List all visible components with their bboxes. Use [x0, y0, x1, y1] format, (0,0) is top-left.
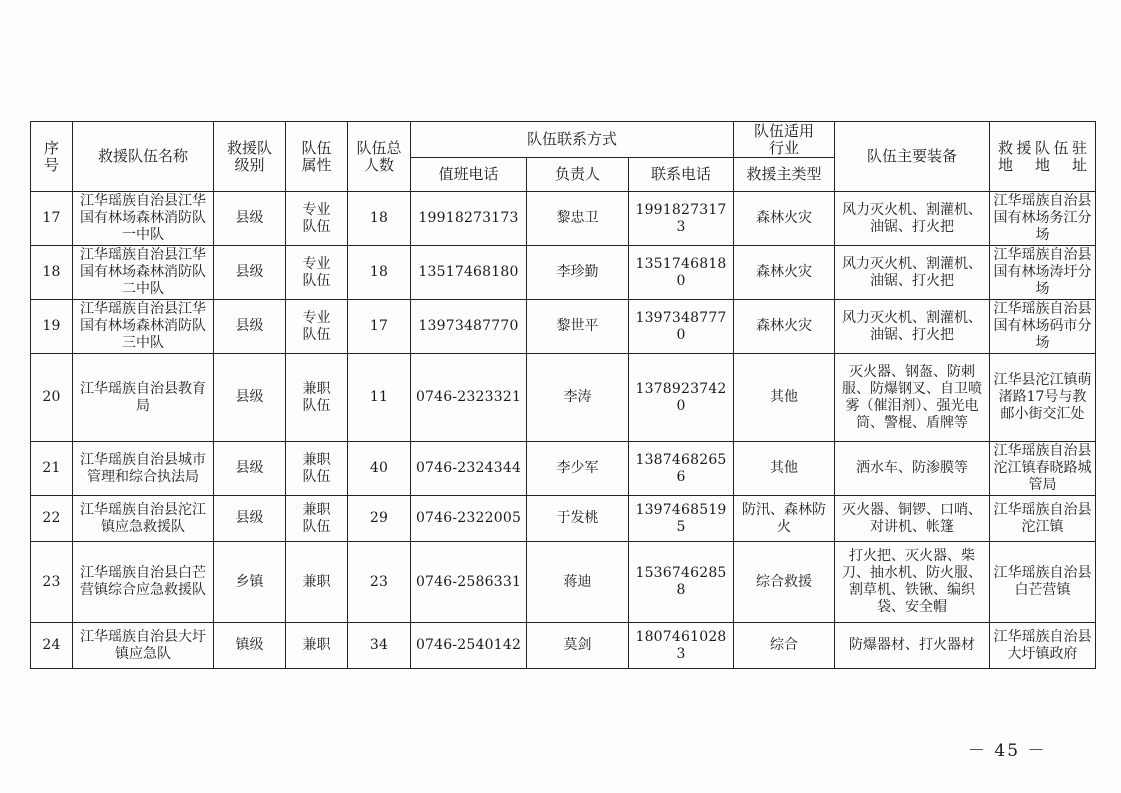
cell-level: 县级 [214, 442, 286, 496]
cell-contact-phone: 13874682656 [629, 442, 734, 496]
header-industry: 队伍适用行业 [734, 122, 835, 158]
cell-seq: 17 [31, 192, 73, 246]
cell-address: 江华瑶族自治县白芒营镇 [990, 542, 1096, 623]
cell-total: 17 [348, 300, 411, 354]
cell-leader: 李少军 [527, 442, 629, 496]
cell-duty-phone: 13973487770 [411, 300, 527, 354]
cell-attribute: 兼职队伍 [286, 442, 348, 496]
cell-contact-phone: 19918273173 [629, 192, 734, 246]
cell-total: 11 [348, 354, 411, 442]
cell-total: 23 [348, 542, 411, 623]
header-leader: 负责人 [527, 158, 629, 192]
cell-contact-phone: 13974685195 [629, 496, 734, 542]
cell-attribute: 兼职 [286, 623, 348, 669]
cell-contact-phone: 15367462858 [629, 542, 734, 623]
cell-attribute: 兼职队伍 [286, 354, 348, 442]
cell-rescue-type: 森林火灾 [734, 246, 835, 300]
cell-seq: 21 [31, 442, 73, 496]
cell-rescue-type: 其他 [734, 442, 835, 496]
cell-team-name: 江华瑶族自治县江华国有林场森林消防队一中队 [73, 192, 214, 246]
cell-seq: 24 [31, 623, 73, 669]
cell-team-name: 江华瑶族自治县沱江镇应急救援队 [73, 496, 214, 542]
rescue-team-table [30, 121, 1096, 669]
cell-total: 18 [348, 192, 411, 246]
cell-attribute: 专业队伍 [286, 246, 348, 300]
cell-rescue-type: 综合 [734, 623, 835, 669]
cell-seq: 19 [31, 300, 73, 354]
cell-level: 乡镇 [214, 542, 286, 623]
cell-duty-phone: 13517468180 [411, 246, 527, 300]
cell-level: 县级 [214, 354, 286, 442]
cell-address: 江华县沱江镇萌渚路17号与教邮小街交汇处 [990, 354, 1096, 442]
table-row [31, 442, 1096, 496]
cell-equipment: 风力灭火机、割灌机、油锯、打火把 [835, 300, 990, 354]
cell-leader: 李涛 [527, 354, 629, 442]
cell-equipment: 打火把、灭火器、柴刀、抽水机、防火服、割草机、铁锹、编织袋、安全帽 [835, 542, 990, 623]
cell-attribute: 兼职 [286, 542, 348, 623]
header-equipment: 队伍主要装备 [835, 122, 990, 192]
header-row-top [31, 122, 1096, 158]
header-rescue-type: 救援主类型 [734, 158, 835, 192]
cell-leader: 蒋迪 [527, 542, 629, 623]
header-address: 救援队伍驻地地址 [990, 122, 1096, 192]
cell-level: 县级 [214, 192, 286, 246]
cell-level: 县级 [214, 300, 286, 354]
cell-rescue-type: 综合救援 [734, 542, 835, 623]
cell-duty-phone: 0746-2324344 [411, 442, 527, 496]
cell-team-name: 江华瑶族自治县城市管理和综合执法局 [73, 442, 214, 496]
cell-equipment: 风力灭火机、割灌机、油锯、打火把 [835, 192, 990, 246]
cell-contact-phone: 13973487770 [629, 300, 734, 354]
cell-team-name: 江华瑶族自治县大圩镇应急队 [73, 623, 214, 669]
table-body [31, 192, 1096, 669]
cell-address: 江华瑶族自治县沱江镇 [990, 496, 1096, 542]
cell-equipment: 风力灭火机、割灌机、油锯、打火把 [835, 246, 990, 300]
table-row [31, 354, 1096, 442]
cell-seq: 23 [31, 542, 73, 623]
cell-team-name: 江华瑶族自治县白芒营镇综合应急救援队 [73, 542, 214, 623]
cell-address: 江华瑶族自治县国有林场涛圩分场 [990, 246, 1096, 300]
cell-level: 镇级 [214, 623, 286, 669]
table-row [31, 246, 1096, 300]
cell-leader: 于发桃 [527, 496, 629, 542]
cell-leader: 黎世平 [527, 300, 629, 354]
cell-level: 县级 [214, 246, 286, 300]
cell-duty-phone: 0746-2540142 [411, 623, 527, 669]
cell-leader: 李珍勤 [527, 246, 629, 300]
cell-seq: 18 [31, 246, 73, 300]
cell-address: 江华瑶族自治县大圩镇政府 [990, 623, 1096, 669]
cell-leader: 黎忠卫 [527, 192, 629, 246]
cell-rescue-type: 其他 [734, 354, 835, 442]
header-seq: 序号 [31, 122, 73, 192]
cell-seq: 20 [31, 354, 73, 442]
cell-equipment: 洒水车、防渗膜等 [835, 442, 990, 496]
cell-rescue-type: 森林火灾 [734, 192, 835, 246]
cell-attribute: 专业队伍 [286, 300, 348, 354]
cell-total: 18 [348, 246, 411, 300]
cell-team-name: 江华瑶族自治县教育局 [73, 354, 214, 442]
cell-duty-phone: 0746-2322005 [411, 496, 527, 542]
header-level: 救援队级别 [214, 122, 286, 192]
cell-contact-phone: 18074610283 [629, 623, 734, 669]
cell-address: 江华瑶族自治县沱江镇春晓路城管局 [990, 442, 1096, 496]
cell-team-name: 江华瑶族自治县江华国有林场森林消防队二中队 [73, 246, 214, 300]
cell-equipment: 灭火器、铜锣、口哨、对讲机、帐篷 [835, 496, 990, 542]
header-team-name: 救援队伍名称 [73, 122, 214, 192]
cell-duty-phone: 19918273173 [411, 192, 527, 246]
table-row [31, 623, 1096, 669]
header-contact-group: 队伍联系方式 [411, 122, 734, 158]
cell-total: 34 [348, 623, 411, 669]
cell-level: 县级 [214, 496, 286, 542]
cell-duty-phone: 0746-2323321 [411, 354, 527, 442]
cell-rescue-type: 防汛、森林防火 [734, 496, 835, 542]
header-contact-phone: 联系电话 [629, 158, 734, 192]
cell-total: 40 [348, 442, 411, 496]
table-row [31, 496, 1096, 542]
cell-attribute: 专业队伍 [286, 192, 348, 246]
cell-rescue-type: 森林火灾 [734, 300, 835, 354]
header-duty-phone: 值班电话 [411, 158, 527, 192]
cell-leader: 莫剑 [527, 623, 629, 669]
cell-total: 29 [348, 496, 411, 542]
cell-equipment: 灭火器、钢盔、防刺服、防爆钢叉、自卫喷雾（催泪剂）、强光电筒、警棍、盾牌等 [835, 354, 990, 442]
table-row [31, 300, 1096, 354]
cell-duty-phone: 0746-2586331 [411, 542, 527, 623]
cell-seq: 22 [31, 496, 73, 542]
cell-team-name: 江华瑶族自治县江华国有林场森林消防队三中队 [73, 300, 214, 354]
cell-equipment: 防爆器材、打火器材 [835, 623, 990, 669]
cell-contact-phone: 13517468180 [629, 246, 734, 300]
table-row [31, 192, 1096, 246]
header-total: 队伍总人数 [348, 122, 411, 192]
cell-address: 江华瑶族自治县国有林场务江分场 [990, 192, 1096, 246]
cell-attribute: 兼职队伍 [286, 496, 348, 542]
page-number: － 45 － [968, 741, 1047, 761]
cell-contact-phone: 13789237420 [629, 354, 734, 442]
cell-address: 江华瑶族自治县国有林场码市分场 [990, 300, 1096, 354]
table-row [31, 542, 1096, 623]
header-attribute: 队伍属性 [286, 122, 348, 192]
